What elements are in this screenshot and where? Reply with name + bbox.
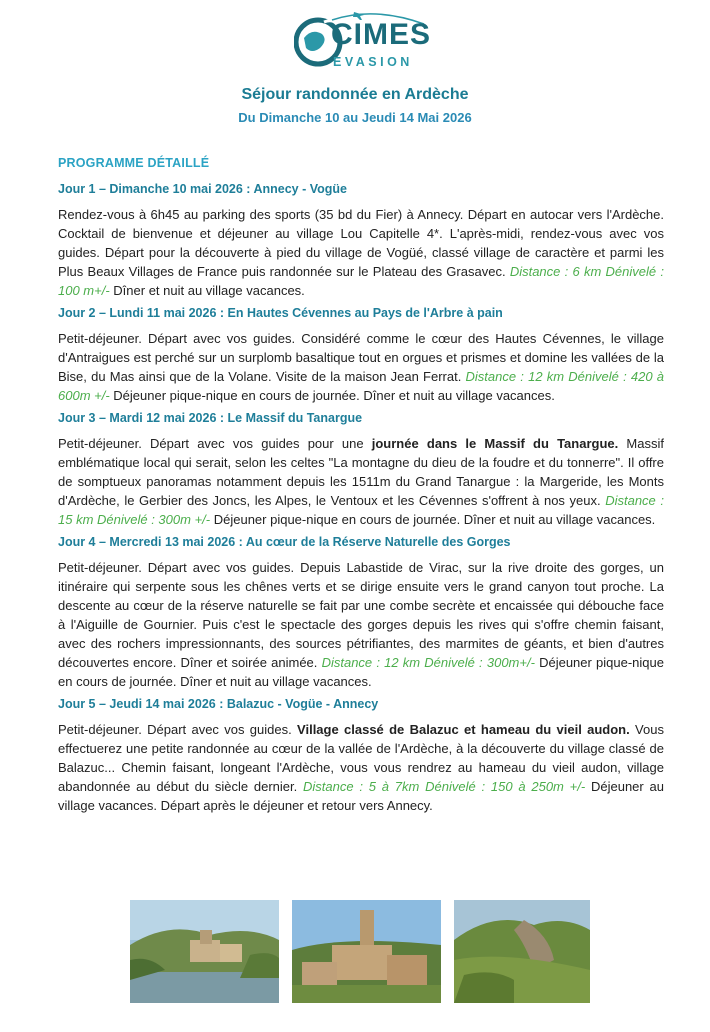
- day-5-text-end: Déjeuner au village vacances. Départ après le déjeuner et retour vers Annecy.: [58, 779, 664, 813]
- photo-strip: [130, 900, 590, 1003]
- day-4-heading: Jour 4 – Mercredi 13 mai 2026 : Au cœur de la Réserve Naturelle des Gorges: [58, 535, 511, 549]
- photo-mountain-landscape: [454, 900, 603, 1003]
- day-3-description: [58, 434, 664, 529]
- day-1-text: Rendez-vous à 6h45 au parking des sports (35 bd du Fier) à Annecy. Départ en autocar vers l'Ardèche. Cocktail de bienvenue et déjeuner au village Lou Capitelle 4*. L'après-midi, rendez-vous avec vos guides. Départ pour la découverte à pied du village de Vogüé, classé village de caractère et parmi les Plus Beaux Villages de France puis randonnée sur le Plateau des Grasavec.: [58, 207, 664, 279]
- page-dates: Du Dimanche 10 au Jeudi 14 Mai 2026: [238, 110, 472, 125]
- photo-stone-village: [292, 900, 441, 1003]
- day-5-text: Vous effectuerez une petite randonnée au cœur de la vallée de l'Ardèche, à la découverte du village classé de Balazuc... Chemin faisant, longeant l'Ardèche, vous vous rendrez au hameau du vieil audon, village abandonnée au début du siècle dernier.: [58, 722, 664, 794]
- program-heading: PROGRAMME DÉTAILLÉ: [58, 156, 210, 170]
- day-1-distance: Distance : 6 km Dénivelé : 100 m+/-: [58, 264, 664, 298]
- page-title: Séjour randonnée en Ardèche: [241, 86, 469, 103]
- day-1-heading: Jour 1 – Dimanche 10 mai 2026 : Annecy - Vogüe: [58, 182, 347, 196]
- day-3-highlight: journée dans le Massif du Tanargue.: [371, 436, 619, 451]
- day-1-description: [58, 205, 664, 300]
- logo-tagline: EVASION: [333, 55, 413, 69]
- day-5-heading: Jour 5 – Jeudi 14 mai 2026 : Balazuc - Vogüe - Annecy: [58, 697, 379, 711]
- day-5-text-intro: Petit-déjeuner. Départ avec vos guides.: [58, 722, 292, 737]
- day-4-description: [58, 558, 664, 691]
- day-2-heading: Jour 2 – Lundi 11 mai 2026 : En Hautes Cévennes au Pays de l'Arbre à pain: [58, 306, 503, 320]
- day-5-distance: Distance : 5 à 7km Dénivelé : 150 à 250m +/-: [303, 779, 586, 794]
- day-2-description: [58, 329, 664, 405]
- day-2-distance: Distance : 12 km Dénivelé : 420 à 600m +/-: [58, 369, 664, 403]
- day-5-highlight: Village classé de Balazuc et hameau du vieil audon.: [297, 722, 630, 737]
- logo-name: CIMES: [331, 18, 432, 51]
- program-content: [58, 156, 664, 821]
- day-3-distance: Distance : 15 km Dénivelé : 300m +/-: [58, 493, 664, 527]
- cimes-evasion-logo: [294, 8, 434, 76]
- day-2-text-end: Déjeuner pique-nique en cours de journée. Dîner et nuit au village vacances.: [113, 388, 555, 403]
- day-5-description: [58, 720, 664, 815]
- day-3-text-end: Déjeuner pique-nique en cours de journée. Dîner et nuit au village vacances.: [213, 512, 656, 527]
- day-4-text-end: Déjeuner pique-nique en cours de journée. Dîner et nuit au village vacances.: [58, 655, 664, 689]
- photo-village-river: [130, 900, 279, 1003]
- day-2-text: Petit-déjeuner. Départ avec vos guides. Considéré comme le cœur des Hautes Cévennes, le village d'Antraigues est perché sur un surplomb basaltique tout en orgues et prismes et domine les vallées de la Bise, du Mas ainsi que de la Volane. Visite de la maison Jean Ferrat.: [58, 331, 664, 384]
- day-3-text-intro: Petit-déjeuner. Départ avec vos guides pour une: [58, 436, 364, 451]
- day-1-text-end: Dîner et nuit au village vacances.: [113, 283, 305, 298]
- day-3-heading: Jour 3 – Mardi 12 mai 2026 : Le Massif du Tanargue: [58, 411, 363, 425]
- day-4-text: Petit-déjeuner. Départ avec vos guides. Depuis Labastide de Virac, sur la rive droite des gorges, un itinéraire qui serpente sous les chênes verts et se dirige ensuite vers le grand canyon tout proche. La descente au cœur de la réserve naturelle se fait par une combe secrète et encaissée qui débouche face à l'Aiguille de Gournier. Puis c'est le spectacle des gorges depuis les rives qui s'offre chemin faisant, avec des rochers impressionnants, des sources pétrifiantes, des marmites de géants, et bien d'autres découvertes encore. Dîner et soirée animée.: [58, 560, 664, 670]
- day-3-text: Massif emblématique local qui serait, selon les celtes "La montagne du dieu de la foudre et du tonnerre". Il offre de somptueux panoramas notamment depuis les 1511m du Grand Tanargue : la Margeride, les Monts d'Ardèche, le Gerbier des Joncs, les Alpes, le Ventoux et les Cévennes s'offrent à nos yeux.: [58, 436, 664, 508]
- day-4-distance: Distance : 12 km Dénivelé : 300m+/-: [321, 655, 535, 670]
